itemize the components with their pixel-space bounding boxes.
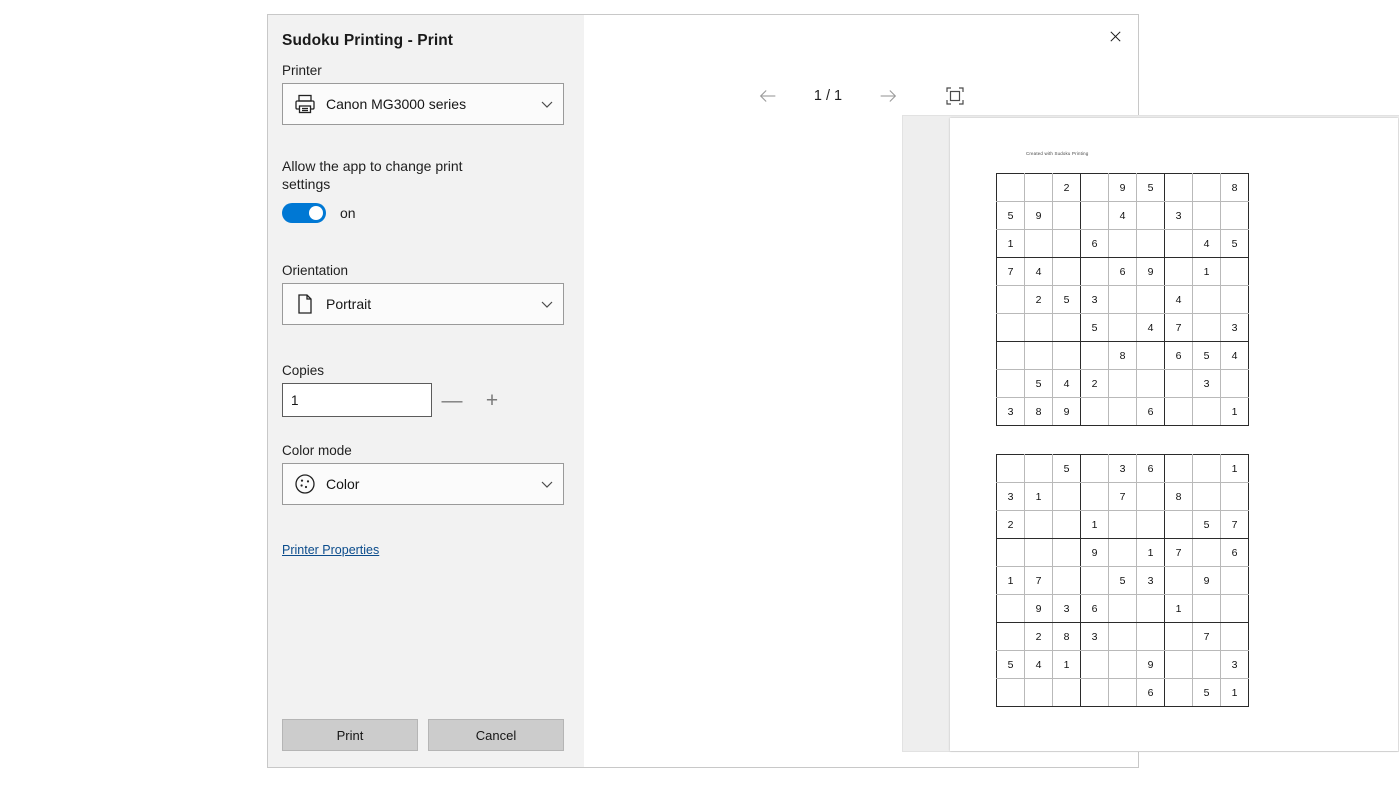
sudoku-cell: [1081, 651, 1109, 679]
sudoku-cell: 7: [1025, 567, 1053, 595]
palette-icon: [293, 472, 317, 496]
color-mode-label: Color mode: [282, 443, 352, 458]
sudoku-row: [997, 511, 1249, 539]
dialog-title: Sudoku Printing - Print: [282, 32, 454, 49]
sudoku-cell: [1081, 342, 1109, 370]
sudoku-cell: 9: [1137, 651, 1165, 679]
orientation-value: Portrait: [326, 296, 372, 312]
sudoku-cell: [1053, 314, 1081, 342]
sudoku-cell: 9: [1081, 539, 1109, 567]
sudoku-cell: 5: [1193, 511, 1221, 539]
sudoku-cell: [1053, 230, 1081, 258]
sudoku-cell: [1137, 483, 1165, 511]
sudoku-cell: [1053, 679, 1081, 707]
sudoku-cell: 9: [1193, 567, 1221, 595]
sudoku-cell: 5: [1053, 455, 1081, 483]
sudoku-cell: [1221, 567, 1249, 595]
sudoku-cell: [1165, 230, 1193, 258]
sudoku-cell: 4: [1193, 230, 1221, 258]
sudoku-cell: [1221, 370, 1249, 398]
sudoku-cell: 4: [1165, 286, 1193, 314]
sudoku-cell: 5: [997, 651, 1025, 679]
printer-icon: [293, 92, 317, 116]
sudoku-cell: 2: [1025, 286, 1053, 314]
color-mode-select[interactable]: [282, 463, 564, 505]
chevron-down-icon: [539, 296, 555, 312]
sudoku-cell: 2: [1081, 370, 1109, 398]
sudoku-cell: 9: [1109, 174, 1137, 202]
sudoku-cell: [1193, 202, 1221, 230]
sudoku-cell: [1081, 174, 1109, 202]
orientation-group: [282, 263, 564, 325]
sudoku-cell: [1053, 202, 1081, 230]
copies-increment-button[interactable]: +: [485, 388, 499, 412]
sudoku-cell: [1025, 455, 1053, 483]
sudoku-cell: 1: [997, 567, 1025, 595]
sudoku-cell: [1025, 539, 1053, 567]
sudoku-cell: 8: [1025, 398, 1053, 426]
sudoku-cell: 1: [997, 230, 1025, 258]
sudoku-cell: [1193, 595, 1221, 623]
sudoku-row: [997, 483, 1249, 511]
printer-value: Canon MG3000 series: [326, 96, 467, 112]
close-icon[interactable]: [1098, 21, 1132, 51]
sudoku-cell: [1137, 202, 1165, 230]
sudoku-cell: [1165, 651, 1193, 679]
orientation-select[interactable]: [282, 283, 564, 325]
page-icon: [293, 292, 317, 316]
sudoku-row: [997, 539, 1249, 567]
sudoku-cell: [1221, 595, 1249, 623]
sudoku-cell: [997, 679, 1025, 707]
sudoku-cell: [1137, 595, 1165, 623]
sudoku-cell: 5: [1193, 342, 1221, 370]
sudoku-row: [997, 202, 1249, 230]
sudoku-cell: [1025, 174, 1053, 202]
sudoku-cell: [1193, 455, 1221, 483]
print-settings-pane: [268, 15, 584, 767]
preview-page: [950, 118, 1398, 751]
sudoku-cell: 4: [1025, 258, 1053, 286]
sudoku-cell: [1053, 511, 1081, 539]
sudoku-cell: 4: [1025, 651, 1053, 679]
sudoku-cell: 6: [1221, 539, 1249, 567]
print-button[interactable]: Print: [282, 719, 418, 751]
chevron-down-icon: [539, 96, 555, 112]
copies-group: [282, 363, 564, 417]
sudoku-cell: 5: [1081, 314, 1109, 342]
sudoku-cell: [1081, 398, 1109, 426]
page-indicator: 1 / 1: [813, 88, 843, 104]
sudoku-cell: 2: [1025, 623, 1053, 651]
sudoku-grid-1: [996, 173, 1249, 426]
sudoku-cell: [1109, 286, 1137, 314]
sudoku-cell: 6: [1165, 342, 1193, 370]
sudoku-cell: [1165, 679, 1193, 707]
copies-label: Copies: [282, 363, 325, 378]
sudoku-cell: 5: [1025, 370, 1053, 398]
sudoku-cell: [1053, 567, 1081, 595]
sudoku-cell: 8: [1221, 174, 1249, 202]
dialog-footer: [282, 719, 564, 751]
allow-change-label: Allow the app to change print settings: [282, 158, 463, 192]
sudoku-cell: [1165, 455, 1193, 483]
sudoku-cell: [1193, 539, 1221, 567]
sudoku-cell: 7: [1193, 623, 1221, 651]
sudoku-cell: [997, 342, 1025, 370]
sudoku-cell: 6: [1137, 679, 1165, 707]
sudoku-cell: [1109, 539, 1137, 567]
sudoku-cell: 8: [1109, 342, 1137, 370]
sudoku-cell: 6: [1109, 258, 1137, 286]
sudoku-cell: [1137, 286, 1165, 314]
sudoku-cell: [1193, 651, 1221, 679]
sudoku-cell: [1165, 623, 1193, 651]
sudoku-cell: 2: [997, 511, 1025, 539]
arrow-left-icon[interactable]: [757, 85, 779, 107]
sudoku-cell: 4: [1137, 314, 1165, 342]
sudoku-cell: 4: [1221, 342, 1249, 370]
sudoku-cell: 3: [1193, 370, 1221, 398]
sudoku-cell: 5: [997, 202, 1025, 230]
sudoku-cell: 7: [997, 258, 1025, 286]
sudoku-cell: [1081, 258, 1109, 286]
sudoku-cell: 9: [1025, 202, 1053, 230]
sudoku-cell: [1221, 483, 1249, 511]
sudoku-row: [997, 398, 1249, 426]
sudoku-cell: 7: [1165, 314, 1193, 342]
sudoku-grid-2: [996, 454, 1249, 707]
sudoku-cell: [1165, 567, 1193, 595]
sudoku-cell: [1053, 258, 1081, 286]
sudoku-cell: 4: [1109, 202, 1137, 230]
sudoku-cell: [1025, 314, 1053, 342]
sudoku-cell: [1053, 483, 1081, 511]
fit-to-page-icon[interactable]: [945, 86, 965, 106]
sudoku-cell: [1165, 174, 1193, 202]
sudoku-cell: 5: [1193, 679, 1221, 707]
sudoku-row: [997, 651, 1249, 679]
preview-pager: [584, 81, 1138, 111]
sudoku-row: [997, 230, 1249, 258]
sudoku-cell: [1137, 230, 1165, 258]
sudoku-cell: [1109, 595, 1137, 623]
sudoku-cell: 5: [1221, 230, 1249, 258]
sudoku-cell: 9: [1137, 258, 1165, 286]
toggle-knob: [309, 206, 323, 220]
sudoku-cell: [1165, 511, 1193, 539]
printer-label: Printer: [282, 63, 322, 78]
sudoku-cell: [1221, 286, 1249, 314]
sudoku-cell: [1025, 342, 1053, 370]
sudoku-row: [997, 258, 1249, 286]
sudoku-cell: 5: [1053, 286, 1081, 314]
copies-decrement-button[interactable]: —: [441, 388, 463, 412]
arrow-right-icon[interactable]: [877, 85, 899, 107]
sudoku-cell: [1165, 258, 1193, 286]
sudoku-cell: [1193, 314, 1221, 342]
sudoku-cell: 5: [1137, 174, 1165, 202]
printer-properties-group: [282, 541, 564, 559]
toggle-state-label: on: [340, 205, 356, 221]
sudoku-cell: 4: [1053, 370, 1081, 398]
copies-input[interactable]: [282, 383, 432, 417]
sudoku-cell: [997, 595, 1025, 623]
sudoku-cell: [1025, 511, 1053, 539]
sudoku-cell: 6: [1137, 398, 1165, 426]
sudoku-cell: [1109, 314, 1137, 342]
sudoku-cell: [1193, 286, 1221, 314]
sudoku-cell: [1109, 679, 1137, 707]
sudoku-cell: [1025, 679, 1053, 707]
sudoku-cell: [1221, 623, 1249, 651]
sudoku-cell: [1081, 567, 1109, 595]
sudoku-cell: 1: [1221, 679, 1249, 707]
sudoku-cell: 8: [1053, 623, 1081, 651]
sudoku-cell: [1221, 202, 1249, 230]
sudoku-cell: 3: [1109, 455, 1137, 483]
sudoku-row: [997, 679, 1249, 707]
sudoku-cell: [997, 370, 1025, 398]
printer-select[interactable]: [282, 83, 564, 125]
sudoku-cell: [1053, 342, 1081, 370]
sudoku-cell: [1109, 651, 1137, 679]
sudoku-cell: [1165, 398, 1193, 426]
sudoku-cell: [1081, 455, 1109, 483]
sudoku-cell: [997, 539, 1025, 567]
sudoku-cell: [1137, 370, 1165, 398]
sudoku-cell: [1109, 398, 1137, 426]
sudoku-cell: 8: [1165, 483, 1193, 511]
sudoku-row: [997, 623, 1249, 651]
sudoku-cell: 3: [1165, 202, 1193, 230]
sudoku-cell: [997, 174, 1025, 202]
sudoku-cell: 1: [1221, 455, 1249, 483]
sudoku-cell: [1109, 370, 1137, 398]
sudoku-cell: [1137, 623, 1165, 651]
sudoku-cell: [997, 314, 1025, 342]
sudoku-cell: 3: [1081, 623, 1109, 651]
sudoku-cell: 1: [1053, 651, 1081, 679]
sudoku-cell: [1109, 511, 1137, 539]
sudoku-cell: 7: [1221, 511, 1249, 539]
sudoku-cell: [1109, 623, 1137, 651]
sudoku-cell: 3: [997, 398, 1025, 426]
printer-properties-link[interactable]: Printer Properties: [282, 543, 380, 557]
sudoku-cell: [1137, 342, 1165, 370]
sudoku-row: [997, 314, 1249, 342]
sudoku-cell: 1: [1081, 511, 1109, 539]
sudoku-cell: [997, 623, 1025, 651]
sudoku-cell: 1: [1221, 398, 1249, 426]
sudoku-cell: [1081, 202, 1109, 230]
sudoku-cell: 9: [1053, 398, 1081, 426]
sudoku-cell: 1: [1165, 595, 1193, 623]
sudoku-row: [997, 567, 1249, 595]
sudoku-row: [997, 286, 1249, 314]
sudoku-cell: 6: [1137, 455, 1165, 483]
sudoku-cell: 3: [1137, 567, 1165, 595]
sudoku-cell: [1081, 483, 1109, 511]
sudoku-row: [997, 342, 1249, 370]
sudoku-cell: [1137, 511, 1165, 539]
sudoku-cell: 3: [1221, 314, 1249, 342]
sudoku-cell: 5: [1109, 567, 1137, 595]
sudoku-cell: [1025, 230, 1053, 258]
print-preview-pane: [584, 15, 1238, 767]
sudoku-row: [997, 595, 1249, 623]
sudoku-cell: 3: [1081, 286, 1109, 314]
preview-viewport[interactable]: [902, 115, 1399, 752]
color-mode-group: [282, 443, 564, 505]
sudoku-cell: [1221, 258, 1249, 286]
sudoku-cell: 2: [1053, 174, 1081, 202]
sudoku-cell: 7: [1165, 539, 1193, 567]
orientation-label: Orientation: [282, 263, 349, 278]
sudoku-cell: [1193, 483, 1221, 511]
sudoku-cell: 6: [1081, 230, 1109, 258]
sudoku-cell: 1: [1137, 539, 1165, 567]
sudoku-cell: [1165, 370, 1193, 398]
sudoku-cell: [997, 286, 1025, 314]
sudoku-cell: [1193, 398, 1221, 426]
sudoku-row: [997, 370, 1249, 398]
sudoku-cell: 3: [1053, 595, 1081, 623]
sudoku-cell: 7: [1109, 483, 1137, 511]
sudoku-row: [997, 455, 1249, 483]
sudoku-cell: 9: [1025, 595, 1053, 623]
sudoku-row: [997, 174, 1249, 202]
sudoku-cell: 6: [1081, 595, 1109, 623]
sudoku-cell: 3: [1221, 651, 1249, 679]
document-caption: Created with Sudoku Printing: [1026, 151, 1089, 156]
sudoku-cell: [1081, 679, 1109, 707]
sudoku-cell: [997, 455, 1025, 483]
cancel-button[interactable]: Cancel: [428, 719, 564, 751]
sudoku-cell: 1: [1025, 483, 1053, 511]
chevron-down-icon: [539, 476, 555, 492]
print-dialog: [267, 14, 1238, 768]
allow-change-toggle[interactable]: [282, 203, 326, 223]
sudoku-cell: 1: [1193, 258, 1221, 286]
sudoku-cell: [1109, 230, 1137, 258]
printer-group: [282, 63, 564, 125]
allow-change-group: [282, 157, 564, 223]
color-mode-value: Color: [326, 476, 360, 492]
sudoku-cell: [1193, 174, 1221, 202]
sudoku-cell: 3: [997, 483, 1025, 511]
sudoku-cell: [1053, 539, 1081, 567]
